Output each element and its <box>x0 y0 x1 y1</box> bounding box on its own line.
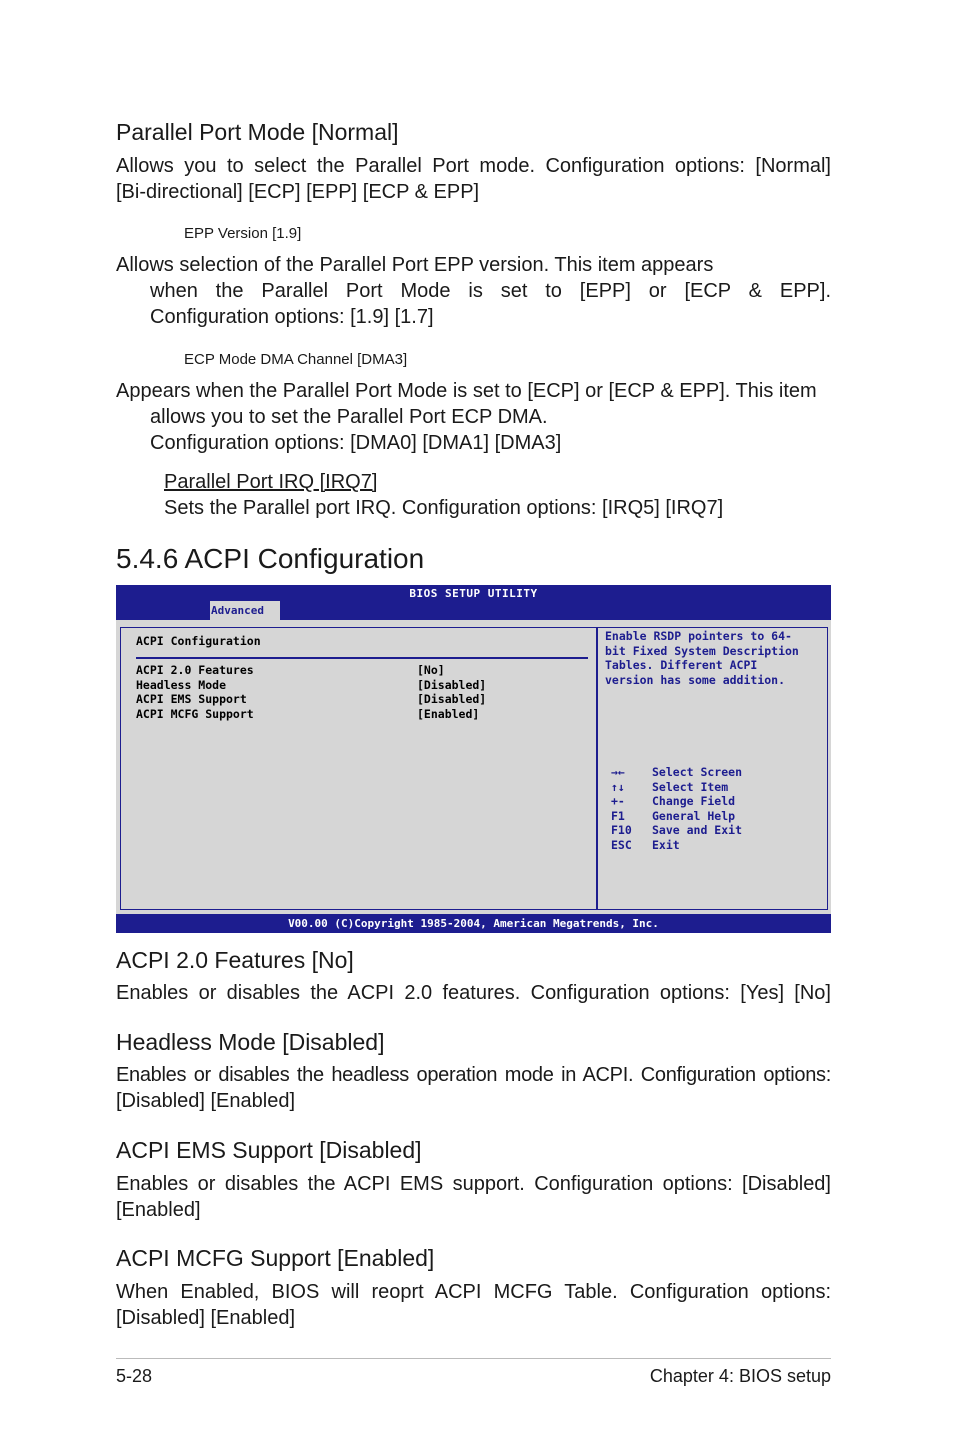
heading-parallel-irq: Parallel Port IRQ [IRQ7] <box>164 471 378 493</box>
bios-help-line: bit Fixed System Description <box>605 643 799 658</box>
bios-item-value[interactable]: [Disabled] <box>417 692 487 706</box>
ecp-dma-text-1: Appears when the Parallel Port Mode is set to [ECP] or [ECP & EPP]. This item <box>116 380 817 402</box>
bios-key-desc: General Help <box>652 808 736 823</box>
heading-ecp-dma: ECP Mode DMA Channel [DMA3] <box>184 351 408 368</box>
bios-key: →← <box>611 765 625 779</box>
bios-item-label[interactable]: ACPI EMS Support <box>136 692 247 706</box>
epp-version-text-2: when the Parallel Port Mode is set to [EPP] or [ECP & EPP]. <box>150 280 831 302</box>
bios-help-line: version has some addition. <box>605 672 786 687</box>
ecp-dma-text-3: Configuration options: [DMA0] [DMA1] [DMA3] <box>150 432 562 454</box>
bios-help-panel <box>597 627 828 910</box>
ems-text-1: Enables or disables the ACPI EMS support. Configuration options: [Disabled] <box>116 1173 831 1195</box>
heading-epp-version: EPP Version [1.9] <box>184 225 302 242</box>
ems-text-2: [Enabled] <box>116 1199 201 1221</box>
ecp-dma-text-2: allows you to set the Parallel Port ECP DMA. <box>150 406 548 428</box>
epp-version-text-1: Allows selection of the Parallel Port EPP version. This item appears <box>116 254 714 276</box>
bios-key-desc: Change Field <box>652 794 736 808</box>
bios-panel-title: ACPI Configuration <box>136 634 261 648</box>
bios-key: ESC <box>611 837 632 852</box>
bios-divider <box>136 657 588 659</box>
bios-item-value[interactable]: [Enabled] <box>417 706 480 721</box>
parallel-port-mode-text-2: [Bi-directional] [ECP] [EPP] [ECP & EPP] <box>116 181 480 203</box>
mcfg-text-2: [Disabled] [Enabled] <box>116 1307 296 1329</box>
acpi20-text-1: Enables or disables the ACPI 2.0 features. Configuration options: [Yes] [No] <box>116 982 831 1004</box>
bios-key: ↑↓ <box>611 779 625 794</box>
heading-ems: ACPI EMS Support [Disabled] <box>116 1137 422 1163</box>
bios-item-label[interactable]: Headless Mode <box>136 677 227 692</box>
bios-item-value[interactable]: [No] <box>417 663 445 677</box>
bios-key-desc: Save and Exit <box>652 823 743 837</box>
heading-mcfg: ACPI MCFG Support [Enabled] <box>116 1245 435 1271</box>
bios-key: F10 <box>611 823 632 837</box>
bios-item-value[interactable]: [Disabled] <box>417 677 487 692</box>
bios-title: BIOS SETUP UTILITY <box>409 587 538 600</box>
bios-screen <box>116 585 831 933</box>
chapter-title: Chapter 4: BIOS setup <box>649 1366 831 1386</box>
parallel-irq-text-1: Sets the Parallel port IRQ. Configuration options: [IRQ5] [IRQ7] <box>164 497 724 519</box>
bios-key-desc: Select Screen <box>652 765 743 779</box>
page-number: 5-28 <box>116 1366 153 1386</box>
bios-help-line: Tables. Different ACPI <box>605 658 758 672</box>
bios-key: +- <box>611 794 625 808</box>
epp-version-text-3: Configuration options: [1.9] [1.7] <box>150 306 434 328</box>
heading-headless: Headless Mode [Disabled] <box>116 1029 385 1055</box>
mcfg-text-1: When Enabled, BIOS will reoprt ACPI MCFG Table. Configuration options: <box>116 1281 831 1303</box>
bios-item-label[interactable]: ACPI 2.0 Features <box>136 663 254 677</box>
parallel-port-mode-text-1: Allows you to select the Parallel Port mode. Configuration options: [Normal] <box>116 155 831 177</box>
bios-tab-advanced[interactable]: Advanced <box>210 601 280 620</box>
bios-key-desc: Exit <box>652 837 680 852</box>
section-title-acpi: 5.4.6 ACPI Configuration <box>116 543 425 574</box>
bios-footer: V00.00 (C)Copyright 1985-2004, American Megatrends, Inc. <box>116 914 831 933</box>
bios-header <box>116 585 831 620</box>
footer-divider <box>116 1358 831 1359</box>
heading-acpi20: ACPI 2.0 Features [No] <box>116 947 354 973</box>
bios-settings-panel <box>120 627 597 910</box>
heading-parallel-port-mode: Parallel Port Mode [Normal] <box>116 119 399 145</box>
headless-text-1: Enables or disables the headless operation mode in ACPI. Configuration options: <box>116 1064 831 1086</box>
bios-key: F1 <box>611 808 625 823</box>
bios-item-label[interactable]: ACPI MCFG Support <box>136 706 254 721</box>
headless-text-2: [Disabled] [Enabled] <box>116 1090 296 1112</box>
bios-key-desc: Select Item <box>652 779 729 794</box>
bios-help-line: Enable RSDP pointers to 64- <box>605 629 792 643</box>
